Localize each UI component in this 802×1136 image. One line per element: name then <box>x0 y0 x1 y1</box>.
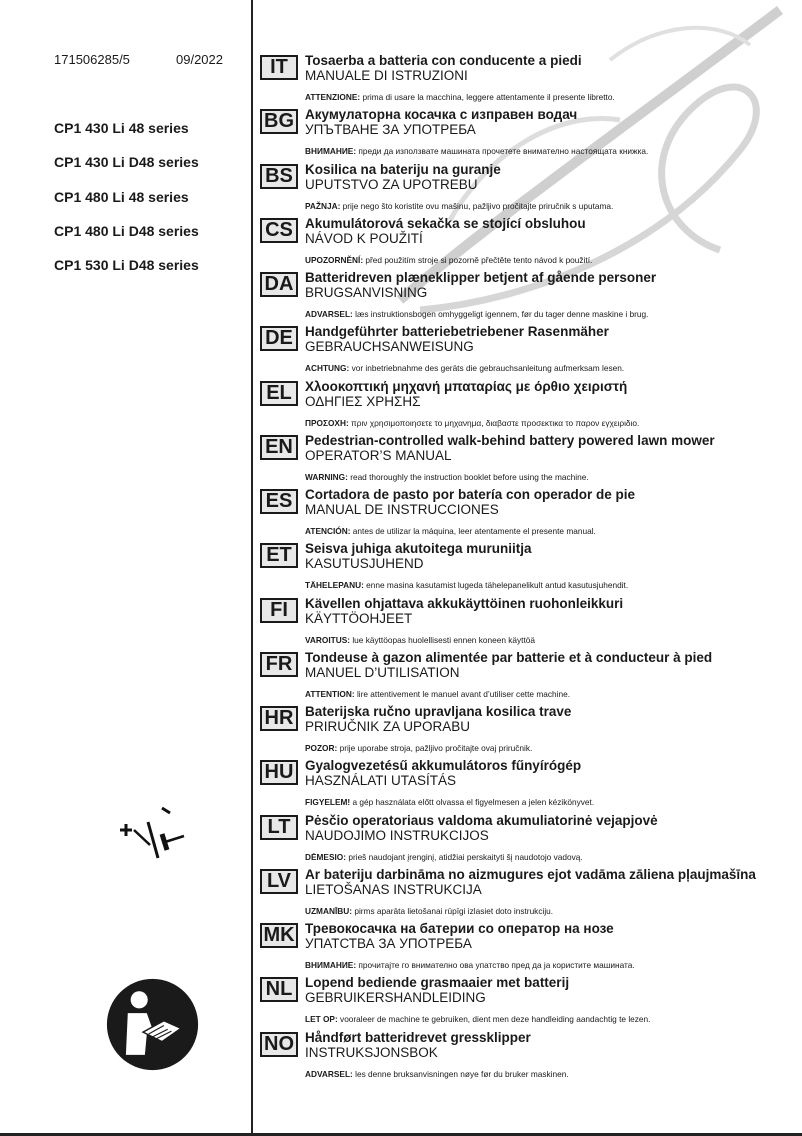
language-block <box>257 1031 802 1085</box>
language-subtitle: OPERATOR’S MANUAL <box>305 447 452 463</box>
language-title: Gyalogvezetésű akkumulátoros fűnyírógép <box>305 758 582 774</box>
language-title: Pėsčio operatoriaus valdoma akumuliatorinė vejapjovė <box>305 812 658 828</box>
language-code: NO <box>260 1032 298 1057</box>
language-subtitle: УПАТСТВА ЗА УПОТРЕБА <box>305 936 472 951</box>
language-warning: UPOZORNĚNÍ: před použitím stroje si pozorně přečtěte tento návod k použití. <box>305 254 593 265</box>
language-block <box>257 54 802 108</box>
language-warning: ACHTUNG: vor inbetriebnahme des geräts die gebrauchsanleitung aufmerksam lesen. <box>305 363 625 374</box>
language-block <box>257 542 802 596</box>
language-code: EN <box>260 435 298 460</box>
language-warning: FIGYELEM! a gép használata előtt olvassa el figyelmesen a jelen kézikönyvet. <box>305 797 595 808</box>
language-title: Cortadora de pasto por batería con operador de pie <box>305 487 636 502</box>
language-code: FR <box>260 652 298 677</box>
language-code: DA <box>260 272 298 297</box>
language-title: Seisva juhiga akutoitega muruniitja <box>305 541 532 557</box>
language-subtitle: PRIRUČNIK ZA UPORABU <box>305 719 471 734</box>
language-code: DE <box>260 326 298 351</box>
language-title: Pedestrian-controlled walk-behind battery powered lawn mower <box>305 432 715 448</box>
language-subtitle: GEBRUIKERSHANDLEIDING <box>305 990 486 1006</box>
battery-polarity-icon <box>112 800 192 870</box>
language-title: Handgeführter batteriebetriebener Rasenmäher <box>305 324 609 340</box>
language-subtitle: GEBRAUCHSANWEISUNG <box>305 339 474 355</box>
language-warning: UZMANĪBU: pirms aparāta lietošanai rūpīgi izlasiet doto instrukciju. <box>305 905 554 916</box>
language-block <box>257 217 802 271</box>
language-subtitle: LIETOŠANAS INSTRUKCIJA <box>305 881 482 897</box>
model-list <box>54 119 199 290</box>
language-block <box>257 976 802 1030</box>
language-subtitle: УПЪТВАНЕ ЗА УПОТРЕБА <box>305 122 476 138</box>
language-warning: ΠΡΟΣΟΧΗ: πριν χρησιμοποιησετε το μηχανημα, διαβαστε προσεκτικα το παρον εγχειριδιο. <box>305 417 640 428</box>
model-item: CP1 480 Li D48 series <box>54 222 199 239</box>
language-subtitle: ΟΔΗΓΙΕΣ ΧΡΗΣΗΣ <box>305 393 421 409</box>
language-code: HU <box>260 760 298 785</box>
language-subtitle: NÁVOD K POUŽITÍ <box>305 230 423 246</box>
language-warning: ВНИМАНИЕ: прочитајте го внимателно ова упатство пред да ја користите машината. <box>305 960 635 970</box>
language-block <box>257 163 802 217</box>
language-subtitle: MANUAL DE INSTRUCCIONES <box>305 502 499 517</box>
language-warning: TÄHELEPANU: enne masina kasutamist lugeda tähelepanelikult antud kasutusjuhendit. <box>305 580 629 591</box>
language-title: Ar bateriju darbināma no aizmugures ejot vadāma zāliena pļaujmašīna <box>305 866 756 882</box>
language-code: FI <box>260 598 298 623</box>
language-block <box>257 759 802 813</box>
language-warning: DĖMESIO: prieš naudojant įrenginį, atidžiai perskaityti šį naudotojo vadovą. <box>305 851 583 862</box>
language-code: EL <box>260 381 298 406</box>
language-warning: PAŽNJA: prije nego što koristite ovu mašinu, pažljivo pročitajte priručnik s uputama. <box>305 200 614 211</box>
language-title: Χλοοκοπτική μηχανή μπαταρίας με όρθιο χειριστή <box>305 378 628 394</box>
language-code: LT <box>260 815 298 840</box>
language-title: Håndført batteridrevet gressklipper <box>305 1029 531 1045</box>
language-subtitle: MANUEL D’UTILISATION <box>305 664 460 680</box>
language-block <box>257 868 802 922</box>
language-subtitle: INSTRUKSJONSBOK <box>305 1044 438 1060</box>
language-code: LV <box>260 869 298 894</box>
language-warning: ATTENZIONE: prima di usare la macchina, leggere attentamente il presente libretto. <box>305 92 615 102</box>
language-title: Тревокосачка на батерии со оператор на нозе <box>305 921 614 936</box>
language-title: Tosaerba a batteria con conducente a piedi <box>305 53 582 68</box>
language-block <box>257 651 802 705</box>
language-warning: ATTENTION: lire attentivement le manuel avant d’utiliser cette machine. <box>305 688 570 699</box>
document-date: 09/2022 <box>176 52 223 67</box>
language-block <box>257 922 802 976</box>
language-block <box>257 434 802 488</box>
language-title: Baterijska ručno upravljana kosilica trave <box>305 704 572 719</box>
language-title: Lopend bediende grasmaaier met batterij <box>305 975 570 991</box>
language-subtitle: HASZNÁLATI UTASÍTÁS <box>305 773 457 789</box>
language-code: CS <box>260 218 298 243</box>
language-code: IT <box>260 55 298 80</box>
language-warning: ВНИМАНИЕ: преди да използвате машината прочетете внимателно настоящата книжка. <box>305 146 649 157</box>
language-title: Tondeuse à gazon alimentée par batterie et à conducteur à pied <box>305 649 713 665</box>
language-code: ES <box>260 489 298 514</box>
language-code: MK <box>260 923 298 948</box>
language-block <box>257 597 802 651</box>
model-item: CP1 480 Li 48 series <box>54 188 189 205</box>
language-list <box>257 54 802 1085</box>
language-block <box>257 271 802 325</box>
language-warning: ADVARSEL: les denne bruksanvisningen nøye før du bruker maskinen. <box>305 1068 569 1079</box>
language-subtitle: KASUTUSJUHEND <box>305 556 424 572</box>
model-item: CP1 530 Li D48 series <box>54 257 199 274</box>
document-number: 171506285/5 <box>54 52 130 67</box>
language-title: Akumulátorová sekačka se stojící obsluhou <box>305 215 586 231</box>
language-subtitle: UPUTSTVO ZA UPOTREBU <box>305 176 478 192</box>
language-warning: LET OP: vooraleer de machine te gebruiken, dient men deze handleiding aandachtig te lezen. <box>305 1014 651 1025</box>
language-warning: POZOR: prije uporabe stroja, pažljivo pročitajte ovaj priručnik. <box>305 743 533 753</box>
language-warning: VAROITUS: lue käyttöopas huolellisesti ennen koneen käyttöä <box>305 634 536 645</box>
language-block <box>257 380 802 434</box>
language-title: Batteridreven plæneklipper betjent af gående personer <box>305 270 657 285</box>
language-subtitle: MANUALE DI ISTRUZIONI <box>305 68 468 83</box>
language-subtitle: BRUGSANVISNING <box>305 285 428 300</box>
model-item: CP1 430 Li 48 series <box>54 120 189 136</box>
language-code: BS <box>260 164 298 189</box>
language-title: Kosilica na bateriju na guranje <box>305 161 501 177</box>
language-subtitle: KÄYTTÖOHJEET <box>305 610 413 626</box>
language-block <box>257 325 802 379</box>
language-title: Акумулаторна косачка с изправен водач <box>305 107 578 123</box>
column-divider <box>251 0 253 1136</box>
language-code: BG <box>260 109 298 134</box>
read-manual-icon <box>105 977 200 1072</box>
language-block <box>257 488 802 542</box>
language-code: ET <box>260 543 298 568</box>
language-warning: ATENCIÓN: antes de utilizar la máquina, leer atentamente el presente manual. <box>305 526 596 536</box>
language-title: Kävellen ohjattava akkukäyttöinen ruohonleikkuri <box>305 595 624 611</box>
language-code: HR <box>260 706 298 731</box>
language-subtitle: NAUDOJIMO INSTRUKCIJOS <box>305 827 489 843</box>
language-warning: ADVARSEL: læs instruktionsbogen omhyggeligt igennem, før du tager denne maskine i brug. <box>305 309 649 319</box>
language-warning: WARNING: read thoroughly the instruction booklet before using the machine. <box>305 471 589 482</box>
language-block <box>257 705 802 759</box>
language-code: NL <box>260 977 298 1002</box>
language-block <box>257 814 802 868</box>
model-item: CP1 430 Li D48 series <box>54 154 199 171</box>
language-block <box>257 108 802 162</box>
